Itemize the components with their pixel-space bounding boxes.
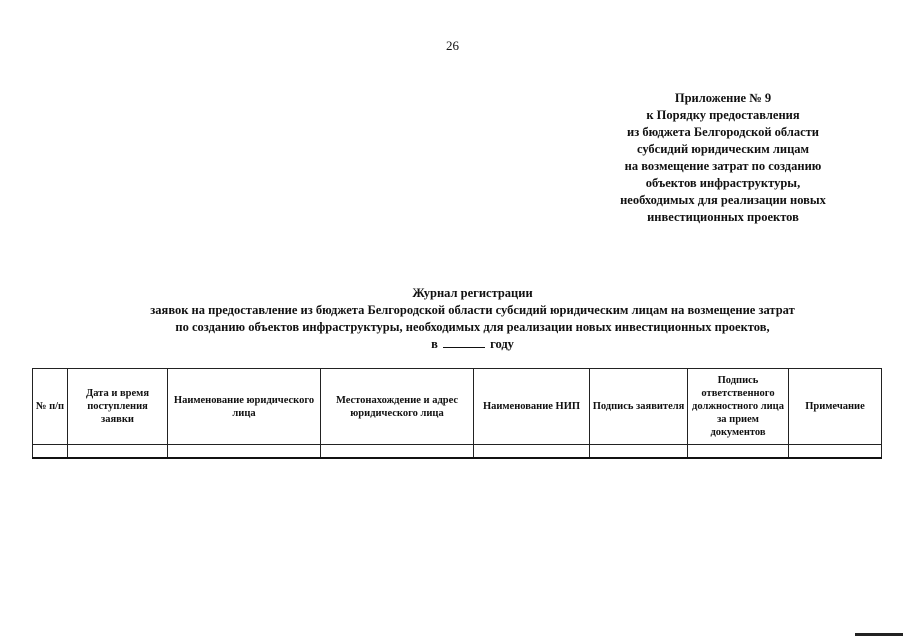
col-header-address: Местонахождение и адрес юридического лица — [321, 369, 474, 445]
col-header-nip: Наименование НИП — [474, 369, 590, 445]
table-cell — [33, 445, 68, 458]
journal-title: Журнал регистрации — [412, 286, 533, 300]
year-prefix: в — [431, 337, 438, 351]
journal-table — [32, 368, 882, 459]
col-header-number: № п/п — [33, 369, 68, 445]
appendix-line: на возмещение затрат по созданию — [624, 159, 822, 173]
col-header-note: Примечание — [789, 369, 882, 445]
year-blank — [443, 337, 485, 348]
journal-year-line — [40, 336, 905, 353]
table-cell — [789, 445, 882, 458]
appendix-line: объектов инфраструктуры, — [645, 176, 801, 190]
table-cell — [68, 445, 168, 458]
table-cell — [168, 445, 321, 458]
table-header-row — [33, 369, 882, 445]
appendix-line: из бюджета Белгородской области — [627, 125, 819, 139]
table-cell — [474, 445, 590, 458]
appendix-line: субсидий юридическим лицам — [636, 142, 810, 156]
journal-title-block — [40, 285, 905, 353]
appendix-line: Приложение № 9 — [674, 91, 772, 105]
appendix-header — [588, 90, 858, 226]
col-header-legal-entity: Наименование юридического лица — [168, 369, 321, 445]
journal-subtitle-line: по созданию объектов инфраструктуры, необходимых для реализации новых инвестиционных проектов, — [175, 320, 770, 334]
journal-subtitle-line: заявок на предоставление из бюджета Белгородской области субсидий юридическим лицам на возмещение затрат — [150, 303, 795, 317]
scan-edge-mark — [855, 633, 903, 636]
table-cell — [688, 445, 789, 458]
page-number: 26 — [446, 38, 459, 53]
table-cell — [590, 445, 688, 458]
table-cell — [321, 445, 474, 458]
appendix-line: к Порядку предоставления — [646, 108, 800, 122]
appendix-line: инвестиционных проектов — [647, 210, 799, 224]
col-header-official-signature: Подпись ответственного должностного лица за прием документов — [688, 369, 789, 445]
col-header-applicant-signature: Подпись заявителя — [590, 369, 688, 445]
col-header-date: Дата и время поступления заявки — [68, 369, 168, 445]
table-row — [33, 445, 882, 458]
year-suffix: году — [490, 337, 514, 351]
appendix-line: необходимых для реализации новых — [620, 193, 826, 207]
